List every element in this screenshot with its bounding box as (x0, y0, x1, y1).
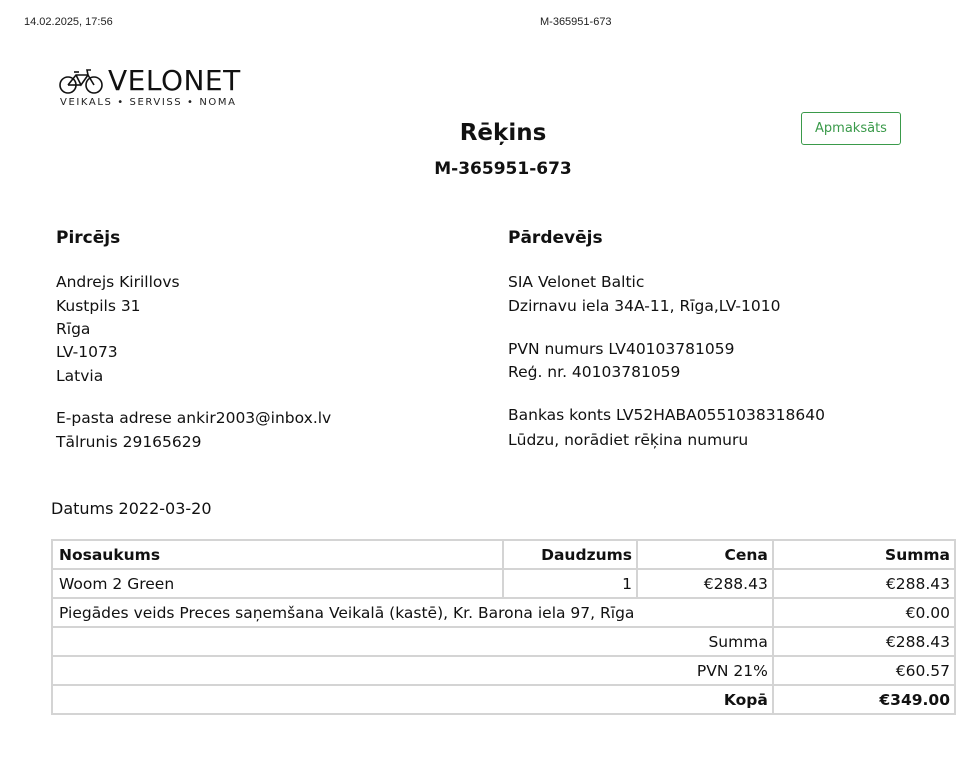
col-header-sum: Summa (773, 540, 955, 569)
logo-tagline: VEIKALS • SERVISS • NOMA (60, 97, 237, 108)
seller-name: SIA Velonet Baltic (508, 273, 645, 291)
vat-value: €60.57 (773, 656, 955, 685)
item-sum: €288.43 (773, 569, 955, 598)
invoice-date: Datums 2022-03-20 (51, 499, 212, 518)
bicycle-icon (58, 66, 104, 96)
delivery-label: Piegādes veids Preces saņemšana Veikalā (kastē), Kr. Barona iela 97, Rīga (52, 598, 773, 627)
item-name: Woom 2 Green (52, 569, 503, 598)
table-header-row (52, 540, 955, 569)
col-header-qty: Daudzums (503, 540, 637, 569)
total-value: €349.00 (773, 685, 955, 714)
print-doc-number: M-365951-673 (540, 16, 612, 28)
vat-label: PVN 21% (52, 656, 773, 685)
buyer-country: Latvia (56, 367, 104, 385)
col-header-price: Cena (637, 540, 773, 569)
buyer-name: Andrejs Kirillovs (56, 273, 180, 291)
buyer-phone: Tālrunis 29165629 (56, 433, 202, 451)
logo-wordmark: VELONET (108, 64, 241, 97)
subtotal-value: €288.43 (773, 627, 955, 656)
buyer-postal: LV-1073 (56, 343, 118, 361)
table-row (52, 569, 955, 598)
total-row (52, 685, 955, 714)
seller-reg: Reģ. nr. 40103781059 (508, 363, 681, 381)
buyer-city: Rīga (56, 320, 91, 338)
status-badge: Apmaksāts (801, 112, 901, 145)
seller-note: Lūdzu, norādiet rēķina numuru (508, 431, 749, 449)
item-qty: 1 (503, 569, 637, 598)
buyer-heading: Pircējs (56, 228, 121, 248)
print-datetime: 14.02.2025, 17:56 (24, 16, 113, 28)
vat-row (52, 656, 955, 685)
buyer-email: E-pasta adrese ankir2003@inbox.lv (56, 409, 332, 427)
delivery-row (52, 598, 955, 627)
buyer-street: Kustpils 31 (56, 297, 141, 315)
col-header-name: Nosaukums (52, 540, 503, 569)
total-label: Kopā (52, 685, 773, 714)
document-title: Rēķins (459, 120, 547, 146)
velonet-logo (58, 66, 241, 108)
seller-bank: Bankas konts LV52HABA0551038318640 (508, 406, 825, 424)
seller-heading: Pārdevējs (508, 228, 603, 248)
seller-address: Dzirnavu iela 34A-11, Rīga,LV-1010 (508, 297, 781, 315)
item-price: €288.43 (637, 569, 773, 598)
seller-vat: PVN numurs LV40103781059 (508, 340, 735, 358)
delivery-sum: €0.00 (773, 598, 955, 627)
subtotal-label: Summa (52, 627, 773, 656)
invoice-number: M-365951-673 (434, 159, 572, 179)
subtotal-row (52, 627, 955, 656)
items-table (51, 539, 956, 715)
